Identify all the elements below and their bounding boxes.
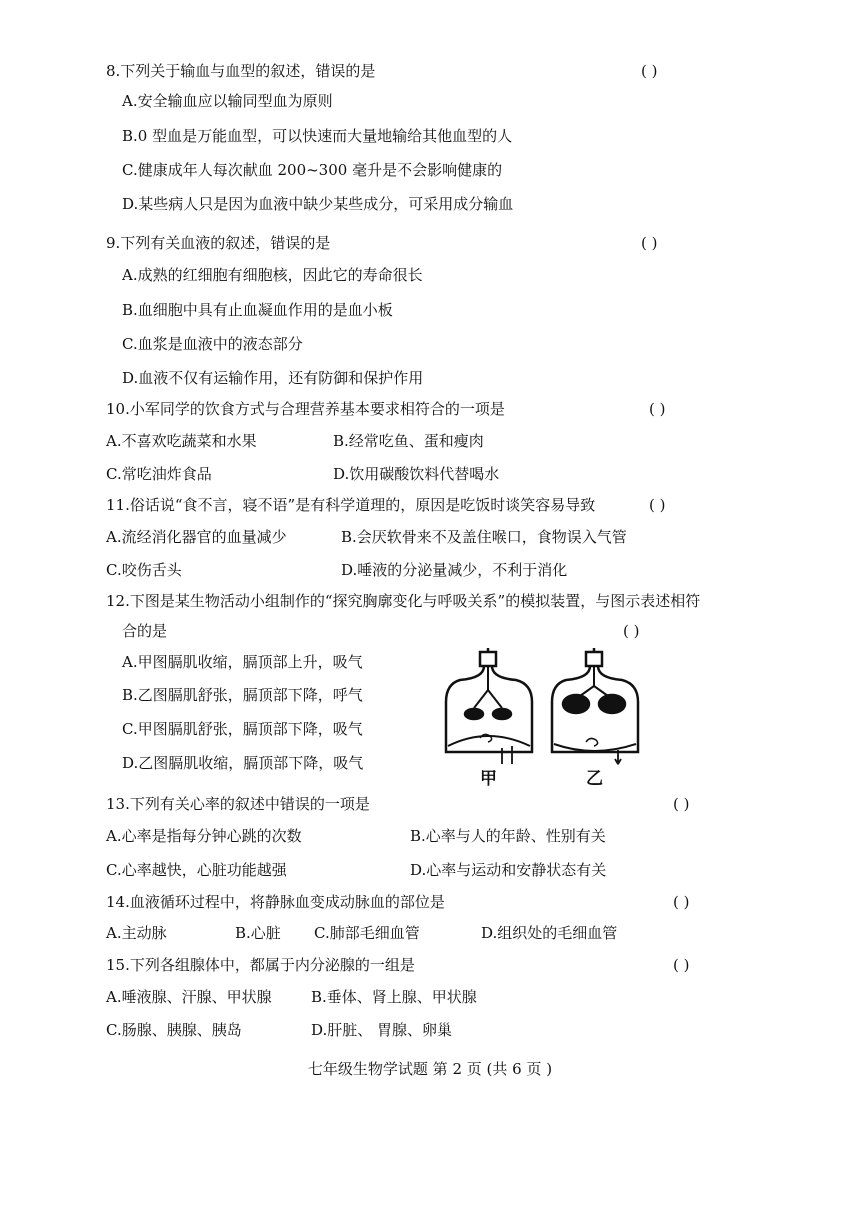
q8-option-b: B.0 型血是万能血型，可以快速而大量地输给其他血型的人	[122, 127, 513, 145]
q12-stem-continued: 合的是	[122, 622, 168, 640]
q9-option-a: A.成熟的红细胞有细胞核，因此它的寿命很长	[122, 266, 423, 284]
q15-answer-blank: ( )	[673, 956, 690, 974]
q14-option-a: A.主动脉	[106, 924, 167, 942]
q13-option-d: D.心率与运动和安静状态有关	[410, 861, 607, 879]
q15-stem: 15.下列各组腺体中，都属于内分泌腺的一组是	[106, 956, 415, 974]
q11-option-a: A.流经消化器官的血量减少	[106, 528, 287, 546]
q12-option-a: A.甲图膈肌收缩，膈顶部上升，吸气	[122, 653, 363, 671]
q13-option-b: B.心率与人的年龄、性别有关	[410, 827, 606, 845]
q15-option-d: D.肝脏、 胃腺、卵巢	[311, 1021, 453, 1039]
q9-stem: 9.下列有关血液的叙述，错误的是	[106, 234, 331, 252]
q9-option-b: B.血细胞中具有止血凝血作用的是血小板	[122, 301, 393, 319]
q8-stem: 8.下列关于输血与血型的叙述，错误的是	[106, 62, 376, 80]
q14-stem: 14.血液循环过程中，将静脉血变成动脉血的部位是	[106, 893, 445, 911]
q10-option-b: B.经常吃鱼、蛋和瘦肉	[333, 432, 484, 450]
q8-option-c: C.健康成年人每次献血 200~300 毫升是不会影响健康的	[122, 161, 503, 179]
q14-option-c: C.肺部毛细血管	[314, 924, 420, 942]
q10-option-a: A.不喜欢吃蔬菜和水果	[106, 432, 257, 450]
q12-stem: 12.下图是某生物活动小组制作的“探究胸廓变化与呼吸关系”的模拟装置，与图示表述相符	[106, 592, 701, 610]
q15-option-a: A.唾液腺、汗腺、甲状腺	[106, 988, 272, 1006]
q15-option-b: B.垂体、肾上腺、甲状腺	[311, 988, 477, 1006]
q11-option-d: D.唾液的分泌量减少，不利于消化	[341, 561, 568, 579]
q10-answer-blank: ( )	[649, 400, 666, 418]
q15-option-c: C.肠腺、胰腺、胰岛	[106, 1021, 242, 1039]
q11-option-b: B.会厌软骨来不及盖住喉口，食物误入气管	[341, 528, 627, 546]
q11-option-c: C.咬伤舌头	[106, 561, 182, 579]
q9-option-c: C.血浆是血液中的液态部分	[122, 335, 303, 353]
q10-option-c: C.常吃油炸食品	[106, 465, 212, 483]
q12-option-d: D.乙图膈肌收缩，膈顶部下降，吸气	[122, 754, 364, 772]
figure-label-jia: 甲	[480, 769, 497, 789]
q9-option-d: D.血液不仅有运输作用，还有防御和保护作用	[122, 369, 424, 387]
q12-option-c: C.甲图膈肌舒张，膈顶部下降，吸气	[122, 720, 363, 738]
page-footer: 七年级生物学试题 第 2 页 (共 6 页 )	[307, 1060, 553, 1078]
q13-answer-blank: ( )	[673, 795, 690, 813]
q10-option-d: D.饮用碳酸饮料代替喝水	[333, 465, 500, 483]
q10-stem: 10.小军同学的饮食方式与合理营养基本要求相符合的一项是	[106, 400, 505, 418]
q11-answer-blank: ( )	[649, 496, 666, 514]
q13-option-c: C.心率越快，心脏功能越强	[106, 861, 287, 879]
bell-jar-diagram	[440, 646, 640, 766]
q8-answer-blank: ( )	[641, 62, 658, 80]
jar-yi	[552, 648, 638, 764]
breathing-model-figure	[440, 646, 640, 788]
q12-answer-blank: ( )	[623, 622, 640, 640]
q11-stem: 11.俗话说“食不言，寝不语”是有科学道理的，原因是吃饭时谈笑容易导致	[106, 496, 596, 514]
q9-answer-blank: ( )	[641, 234, 658, 252]
q8-option-a: A.安全输血应以输同型血为原则	[122, 92, 333, 110]
figure-label-yi: 乙	[586, 769, 603, 789]
q13-option-a: A.心率是指每分钟心跳的次数	[106, 827, 302, 845]
q12-option-b: B.乙图膈肌舒张，膈顶部下降，呼气	[122, 686, 363, 704]
q8-option-d: D.某些病人只是因为血液中缺少某些成分，可采用成分输血	[122, 195, 514, 213]
q14-answer-blank: ( )	[673, 893, 690, 911]
jar-jia	[446, 648, 532, 764]
q14-option-d: D.组织处的毛细血管	[481, 924, 618, 942]
q14-option-b: B.心脏	[235, 924, 281, 942]
q13-stem: 13.下列有关心率的叙述中错误的一项是	[106, 795, 370, 813]
